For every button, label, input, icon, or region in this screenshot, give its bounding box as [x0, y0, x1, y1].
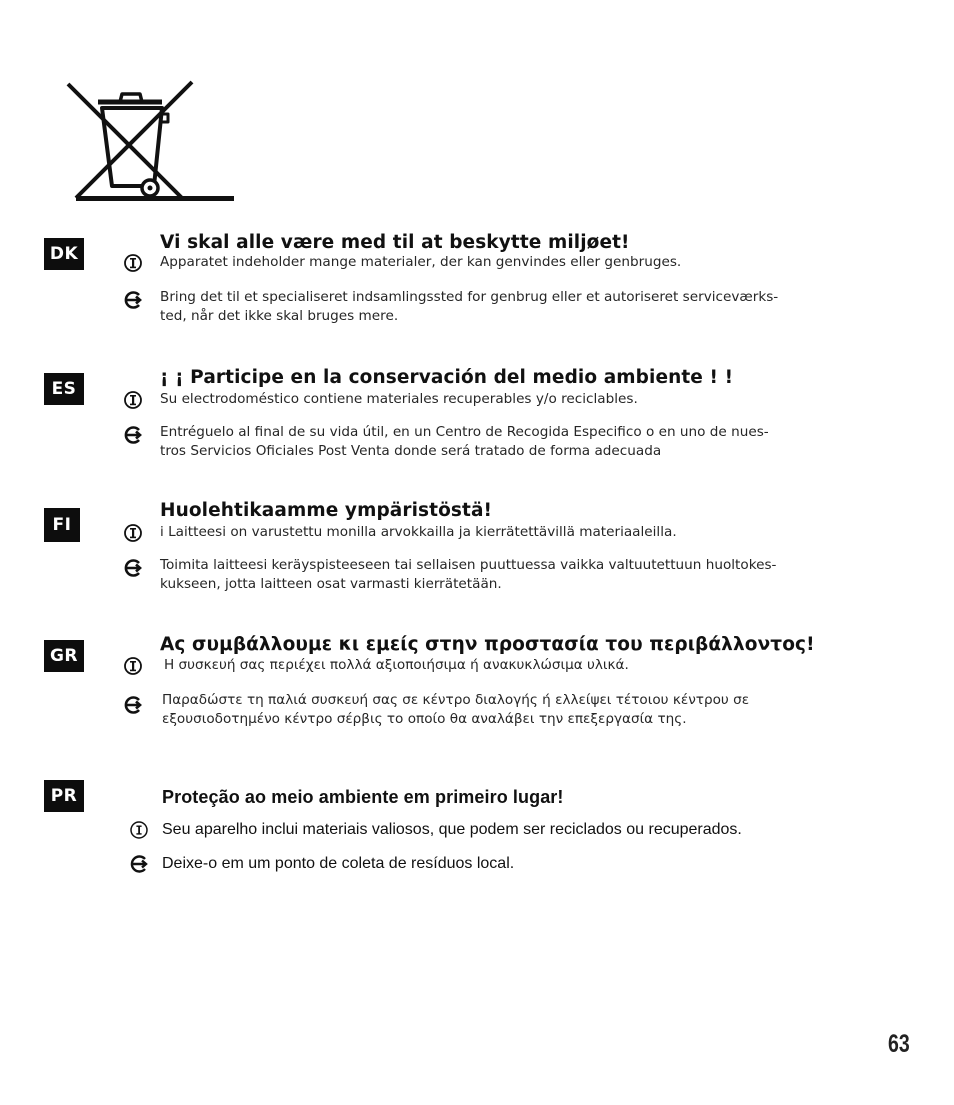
circled-arrow-right-icon — [118, 288, 148, 310]
info-text-es: Su electrodoméstico contiene materiales recuperables y/o reciclables. — [160, 391, 638, 407]
action-text-fi: Toimita laitteesi keräyspisteeseen tai sellaisen puuttuessa vaikka valtuutettuun huoltokes- kukseen, jotta laitteen osat varmasti kierrätetään. — [160, 557, 777, 592]
circled-arrow-right-icon — [118, 556, 148, 578]
action-text-pr: Deixe-o em um ponto de coleta de resíduos local. — [162, 855, 515, 872]
info-circle-icon — [118, 253, 148, 275]
info-circle-icon — [118, 390, 148, 412]
language-badge-dk: DK — [44, 238, 84, 270]
info-text-gr: Η συσκευή σας περιέχει πολλά αξιοποιήσιμα ή ανακυκλώσιμα υλικά. — [164, 657, 629, 673]
section-title-fi: Huolehtikaamme ympäristöstä! — [160, 500, 493, 521]
section-title-gr: Ας συμβάλλουμε κι εμείς στην προστασία του περιβάλλοντος! — [160, 634, 815, 655]
section-title-pr: Proteção ao meio ambiente em primeiro lugar! — [162, 787, 564, 807]
language-badge-pr: PR — [44, 780, 84, 812]
language-badge-es: ES — [44, 373, 84, 405]
crossed-out-wheelie-bin-icon — [64, 78, 196, 202]
info-text-fi: i Laitteesi on varustettu monilla arvokkailla ja kierrätettävillä materiaaleilla. — [160, 524, 677, 540]
info-circle-icon — [118, 656, 148, 678]
section-title-es: ¡ ¡ Participe en la conservación del medio ambiente ! ! — [160, 367, 734, 388]
info-circle-icon — [124, 820, 154, 842]
circled-arrow-right-icon — [118, 691, 148, 713]
language-badge-gr: GR — [44, 640, 84, 672]
info-text-dk: Apparatet indeholder mange materialer, der kan genvindes eller genbruges. — [160, 254, 682, 270]
action-text-dk: Bring det til et specialiseret indsamlingssted for genbrug eller et autoriseret serviceværks- ted, når det ikke skal bruges mere. — [160, 289, 779, 324]
circled-arrow-right-icon — [124, 854, 154, 876]
info-circle-icon — [118, 523, 148, 545]
page-number: 63 — [888, 1030, 910, 1058]
circled-arrow-right-icon — [118, 423, 148, 445]
section-title-dk: Vi skal alle være med til at beskytte miljøet! — [160, 232, 630, 253]
weee-underline-bar — [76, 196, 234, 201]
language-badge-fi: FI — [44, 508, 80, 542]
action-text-gr: Παραδώστε τη παλιά συσκευή σας σε κέντρο διαλογής ή ελλείψει τέτοιου κέντρου σε εξουσιοδοτημένο κέντρο σέρβις το οποίο θα αναλάβει την επεξεργασία της. — [162, 692, 750, 727]
info-text-pr: Seu aparelho inclui materiais valiosos, que podem ser reciclados ou recuperados. — [162, 821, 742, 838]
action-text-es: Entréguelo al final de su vida útil, en un Centro de Recogida Especifico o en uno de nues- tros Servicios Oficiales Post Venta donde será tratado de forma adecuada — [160, 424, 769, 459]
